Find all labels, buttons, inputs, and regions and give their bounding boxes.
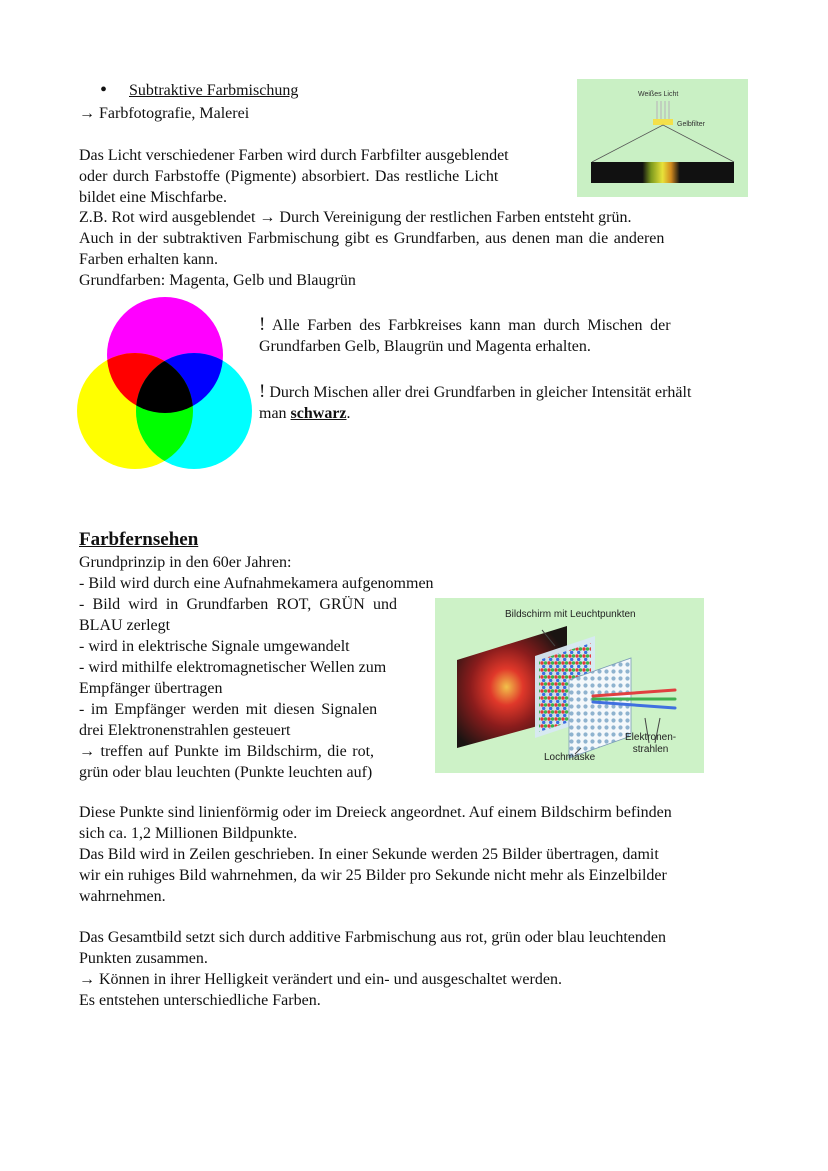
para1-line2: oder durch Farbstoffe (Pigmente) absorbiert. Das restliche Licht: [79, 168, 499, 185]
para3-line2: sich ca. 1,2 Millionen Bildpunkte.: [79, 825, 298, 842]
word-schwarz: schwarz: [290, 405, 347, 422]
list-line-7: - im Empfänger werden mit diesen Signalen: [79, 701, 378, 718]
list-line-5: - wird mithilfe elektromagnetischer Wellen zum: [79, 659, 387, 676]
note1-line2: Grundfarben Gelb, Blaugrün und Magenta erhalten.: [259, 338, 591, 355]
para5-line4: Es entstehen unterschiedliche Farben.: [79, 992, 321, 1009]
para1-line3: bildet eine Mischfarbe.: [79, 189, 227, 206]
label-electron-beams-l1: Elektronen-: [625, 732, 677, 743]
arrow-line-applications: → Farbfotografie, Malerei: [79, 105, 250, 122]
para1-line1: Das Licht verschiedener Farben wird durch Farbfilter ausgeblendet: [79, 147, 509, 164]
yellow-filter-figure: [577, 79, 748, 197]
section-title-subtractive: Subtraktive Farbmischung: [129, 82, 299, 99]
note2-post: .: [346, 405, 351, 422]
list-line-3: BLAU zerlegt: [79, 617, 171, 634]
intro-line: Grundprinzip in den 60er Jahren:: [79, 554, 292, 571]
para5-line2: Punkten zusammen.: [79, 950, 208, 967]
list-line-8: drei Elektronenstrahlen gesteuert: [79, 722, 291, 739]
note2-pre: man: [259, 405, 291, 422]
heading-farbfernsehen: Farbfernsehen: [79, 529, 199, 550]
grundfarben-line: Grundfarben: Magenta, Gelb und Blaugrün: [79, 272, 356, 289]
para2-line2: Farben erhalten kann.: [79, 251, 219, 268]
list-line-4: - wird in elektrische Signale umgewandelt: [79, 638, 350, 655]
subtractive-color-circles: [76, 296, 254, 471]
para5-line3: → Können in ihrer Helligkeit verändert und ein- und ausgeschaltet werden.: [79, 971, 562, 988]
note1-exclamation: !: [259, 314, 266, 335]
example-line: Z.B. Rot wird ausgeblendet → Durch Vereinigung der restlichen Farben entsteht grün.: [79, 209, 632, 226]
para4-line3: wahrnehmen.: [79, 888, 166, 905]
note1-text-line1: Alle Farben des Farbkreises kann man durch Mischen der: [272, 317, 671, 334]
list-line-2: - Bild wird in Grundfarben ROT, GRÜN und: [79, 596, 397, 613]
list-line-1: - Bild wird durch eine Aufnahmekamera aufgenommen: [79, 575, 434, 592]
label-yellow-filter: Gelbfilter: [677, 121, 706, 128]
list-line-10: grün oder blau leuchten (Punkte leuchten auf): [79, 764, 373, 781]
para2-line1: Auch in der subtraktiven Farbmischung gibt es Grundfarben, aus denen man die anderen: [79, 230, 665, 247]
para4-line2: wir ein ruhiges Bild wahrnehmen, da wir 25 Bilder pro Sekunde nicht mehr als Einzelbilder: [79, 867, 667, 884]
note2-line1: [259, 381, 691, 403]
list-line-9: → treffen auf Punkte im Bildschirm, die rot,: [79, 743, 375, 760]
label-electron-beams-l2: strahlen: [632, 744, 669, 755]
subtractive-venn-diagram: [76, 296, 254, 471]
label-shadow-mask: Lochmaske: [544, 752, 596, 763]
note2-exclamation: !: [259, 381, 266, 402]
label-electron-beams: [625, 732, 676, 756]
list-line-6: Empfänger übertragen: [79, 680, 223, 697]
label-screen-dots: Bildschirm mit Leuchtpunkten: [505, 609, 636, 620]
note2-text-line1: Durch Mischen aller drei Grundfarben in gleicher Intensität erhält: [269, 384, 692, 401]
tv-screen-figure: [435, 598, 704, 773]
para5-line1: Das Gesamtbild setzt sich durch additive Farbmischung aus rot, grün oder blau leuchtenden: [79, 929, 666, 946]
para4-line1: Das Bild wird in Zeilen geschrieben. In einer Sekunde werden 25 Bilder übertragen, damit: [79, 846, 659, 863]
para3-line1: Diese Punkte sind linienförmig oder im Dreieck angeordnet. Auf einem Bildschirm befinden: [79, 804, 672, 821]
label-white-light: Weißes Licht: [638, 91, 679, 98]
note1-line1: [259, 314, 671, 336]
bullet-dot: •: [100, 79, 108, 101]
note2-line2: [259, 403, 351, 424]
